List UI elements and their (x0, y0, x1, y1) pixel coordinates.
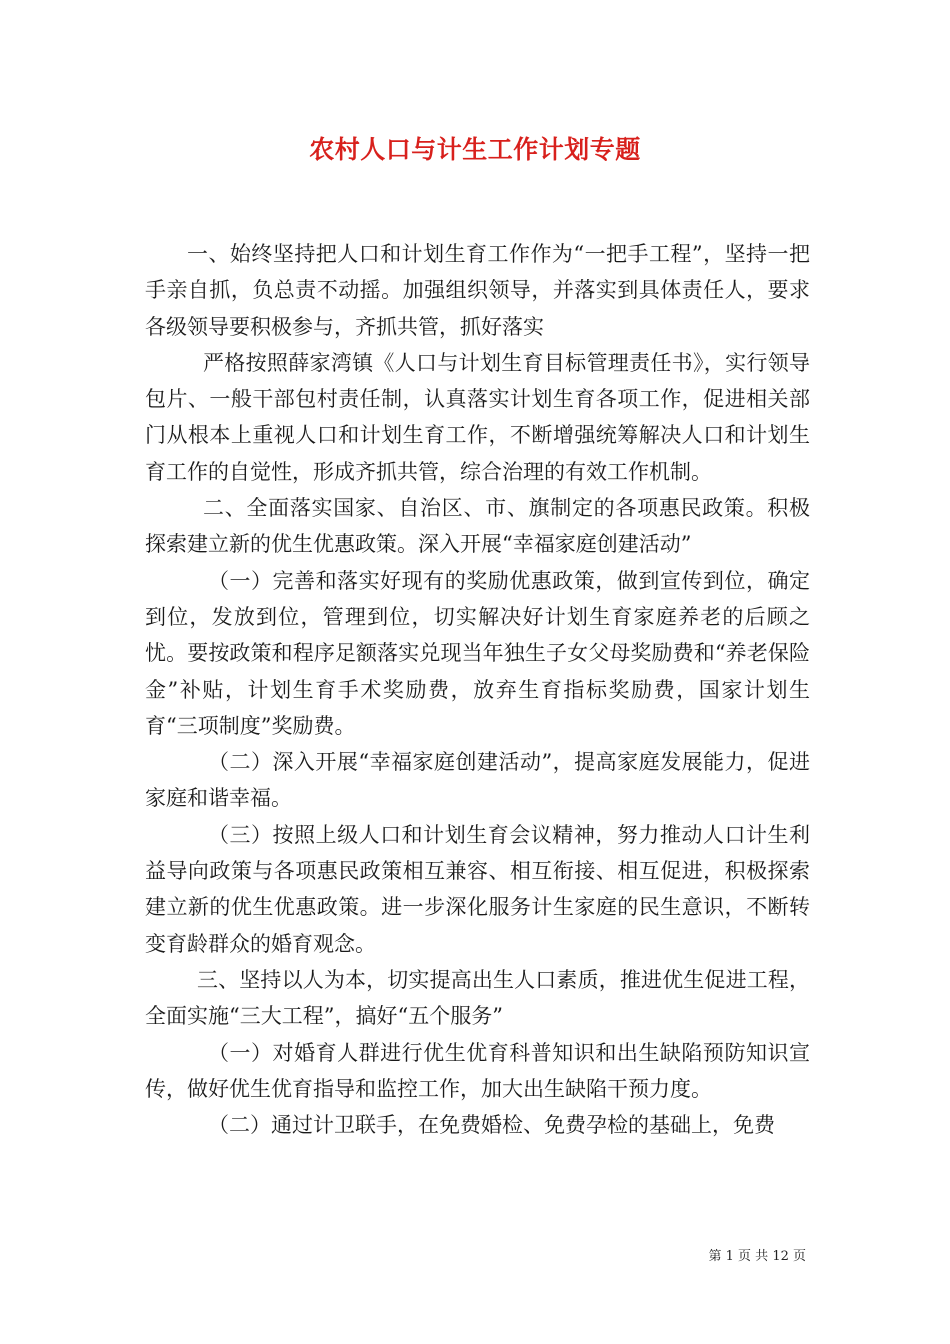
paragraph: （一）对婚育人群进行优生优育科普知识和出生缺陷预防知识宣传，做好优生优育指导和监控工作，加大出生缺陷干预力度。 (145, 1040, 810, 1101)
paragraph: 二、全面落实国家、自治区、市、旗制定的各项惠民政策。积极探索建立新的优生优惠政策。深入开展“幸福家庭创建活动” (145, 496, 810, 557)
page-footer: 第 1 页 共 12 页 (708, 1249, 806, 1264)
paragraph: （二）通过计卫联手，在免费婚检、免费孕检的基础上，免费 (208, 1113, 775, 1138)
paragraph: 三、坚持以人为本，切实提高出生人口素质，推进优生促进工程，全面实施“三大工程”，搞好“五个服务” (145, 967, 810, 1029)
paragraph: （一）完善和落实好现有的奖励优惠政策，做到宣传到位，确定到位，发放到位，管理到位，切实解决好计划生育家庭养老的后顾之忧。要按政策和程序足额落实兑现当年独生子女父母奖励费和“养老保险金”补贴，计划生育手术奖励费，放弃生育指标奖励费，国家计划生育“三项制度”奖励费。 (145, 568, 810, 738)
document-body (145, 236, 810, 1143)
paragraph: （三）按照上级人口和计划生育会议精神，努力推动人口计生利益导向政策与各项惠民政策相互兼容、相互衔接、相互促进，积极探索建立新的优生优惠政策。进一步深化服务计生家庭的民生意识，不断转变育龄群众的婚育观念。 (145, 822, 810, 956)
document-title: 农村人口与计生工作计划专题 (309, 135, 641, 164)
paragraph: 严格按照薛家湾镇《人口与计划生育目标管理责任书》，实行领导包片、一般干部包村责任制，认真落实计划生育各项工作，促进相关部门从根本上重视人口和计划生育工作，不断增强统筹解决人口和计划生育工作的自觉性，形成齐抓共管，综合治理的有效工作机制。 (145, 350, 810, 484)
paragraph: （二）深入开展“幸福家庭创建活动”，提高家庭发展能力，促进家庭和谐幸福。 (145, 750, 810, 811)
paragraph: 一、始终坚持把人口和计划生育工作作为“一把手工程”，坚持一把手亲自抓，负总责不动摇。加强组织领导，并落实到具体责任人，要求各级领导要积极参与，齐抓共管，抓好落实 (145, 242, 810, 339)
